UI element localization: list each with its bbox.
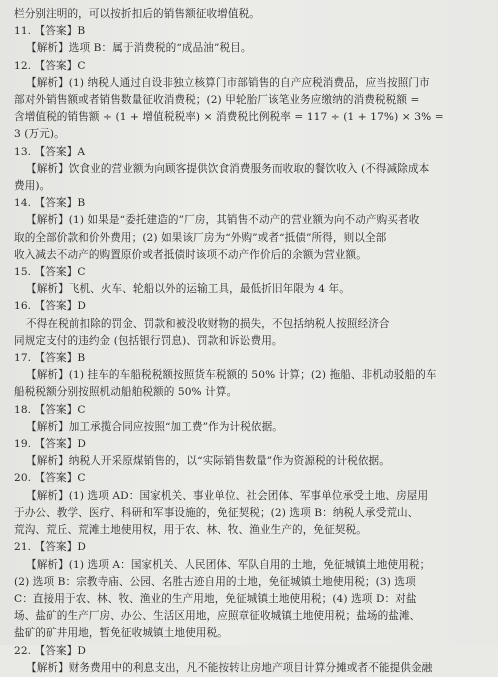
text-line: 费用)。 <box>14 180 51 193</box>
text-line: 【解析】飞机、火车、轮船以外的运输工具，最低折旧年限为 4 年。 <box>26 283 350 296</box>
text-line: 【解析】(1) 挂车的车船税税额按照货车税额的 50% 计算；(2) 拖船、非机动驳船的车 <box>26 369 437 382</box>
text-line: 15. 【答案】C <box>14 266 86 279</box>
text-line: 取的全部价款和价外费用；(2) 如果该厂房为“外购”或者“抵债”所得，则以全部 <box>14 231 387 244</box>
text-line: 荒沟、荒丘、荒滩土地使用权，用于农、林、牧、渔业生产的，免征契税。 <box>14 524 367 537</box>
text-line: 14. 【答案】B <box>14 197 86 210</box>
text-line: 含增值税的销售额 ÷ (1 + 增值税税率) × 消费税比例税率 = 117 ÷ (1 + 17%) × 3% = <box>14 111 444 124</box>
text-line: (2) 选项 B：宗教寺庙、公园、名胜古迹自用的土地，免征城镇土地使用税；(3) 选项 <box>14 575 416 588</box>
text-line: 19. 【答案】D <box>14 438 86 451</box>
text-line: 船税税额分别按照机动船舶税额的 50% 计算。 <box>14 386 238 399</box>
text-line: 【解析】饮食业的营业额为向顾客提供饮食消费服务而收取的餐饮收入 (不得减除成本 <box>26 162 430 175</box>
text-line: 17. 【答案】B <box>14 352 86 365</box>
text-line: 【解析】加工承揽合同应按照“加工费”作为计税依据。 <box>26 420 283 433</box>
text-line: 不得在税前扣除的罚金、罚款和被没收财物的损失，不包括纳税人按照经济合 <box>26 317 390 330</box>
text-line: C：直接用于农、林、牧、渔业的生产用地，免征城镇土地使用税；(4) 选项 D：对盐 <box>14 592 417 605</box>
text-line: 【解析】选项 B：属于消费税的“成品油”税目。 <box>26 42 252 55</box>
text-line: 16. 【答案】D <box>14 300 86 313</box>
text-line: 盐矿的矿井用地，暂免征收城镇土地使用税。 <box>14 627 228 640</box>
text-line: 3 (万元)。 <box>14 128 65 141</box>
text-line: 21. 【答案】D <box>14 541 86 554</box>
text-line: 18. 【答案】C <box>14 403 86 416</box>
text-line: 部对外销售额或者销售数量征收消费税；(2) 甲轮胎厂该笔业务应缴纳的消费税税额 = <box>14 94 420 107</box>
text-line: 【解析】(1) 选项 A：国家机关、人民团体、军队自用的土地，免征城镇土地使用税； <box>26 558 431 571</box>
text-line: 12. 【答案】C <box>14 59 86 72</box>
text-line: 【解析】(1) 如果是“委托建造的”厂房，其销售不动产的营业额为向不动产购买者收 <box>26 214 420 227</box>
text-line: 场、盐矿的生产厂房、办公、生活区用地，应照章征收城镇土地使用税；盐场的盐滩、 <box>14 610 421 623</box>
text-line: 【解析】财务费用中的利息支出，凡不能按转让房地产项目计算分摊或者不能提供金融 <box>26 661 433 674</box>
text-line: 【解析】(1) 选项 AD：国家机关、事业单位、社会团体、军事单位承受土地、房屋用 <box>26 489 429 502</box>
text-line: 22. 【答案】D <box>14 644 86 657</box>
text-line: 栏分别注明的，可以按折扣后的销售额征收增值税。 <box>14 8 260 20</box>
text-line: 13. 【答案】A <box>14 145 86 158</box>
answer-explanations <box>14 6 484 677</box>
text-line: 同规定支付的违约金 (包括银行罚息)、罚款和诉讼费用。 <box>14 334 283 347</box>
text-line: 收入减去不动产的购置原价或者抵债时该项不动产作价后的余额为营业额。 <box>14 248 367 261</box>
text-line: 【解析】(1) 纳税人通过自设非独立核算门市部销售的自产应税消费品，应当按照门市 <box>26 76 430 89</box>
text-line: 于办公、教学、医疗、科研和军事设施的，免征契税；(2) 选项 B：纳税人承受荒山、 <box>14 506 419 519</box>
text-line: 20. 【答案】C <box>14 472 86 485</box>
text-line: 【解析】纳税人开采原煤销售的，以“实际销售数量”作为资源税的计税依据。 <box>26 455 390 468</box>
text-line: 11. 【答案】B <box>14 25 86 38</box>
